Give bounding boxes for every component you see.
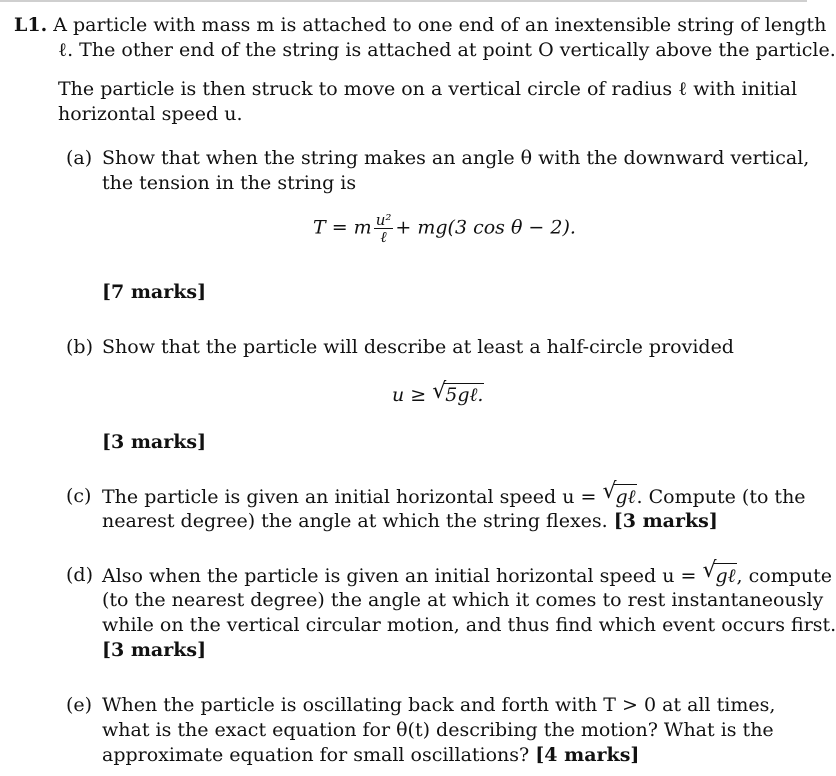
tension-eq-fraction [374,212,394,245]
tension-eq-lhs: T = m [313,216,372,239]
speed-eq-sqrt: √ 5gℓ. [432,379,484,406]
part-a-marks: [7 marks] [102,281,207,303]
part-b-label: (b) [66,336,93,358]
tension-equation [313,212,576,245]
problem-intro-text-2: ℓ. The other end of the string is attached at point O vertically above the particle. [58,39,836,61]
part-c-text-line-1 [102,479,806,509]
part-e-label: (e) [66,694,93,716]
problem-intro2-line-1 [58,77,797,101]
part-a-label: (a) [66,147,93,169]
problem-intro-text-1: A particle with mass m is attached to one end of an inextensible string of length [53,14,827,36]
part-c-marks: [3 marks] [613,510,718,532]
problem-intro-line-2 [58,38,836,62]
part-d-radicand: gℓ [715,565,736,587]
top-border [0,0,807,2]
speed-eq-lhs: u ≥ [392,384,427,406]
part-e-text-3: approximate equation for small oscillations? [102,744,530,766]
part-e-text-line-1 [102,693,775,717]
part-a-text-2: the tension in the string is [102,172,357,194]
part-c-text-1a: The particle is given an initial horizontal speed u = [102,486,597,508]
part-b-text-line-1 [102,335,734,359]
speed-eq-radicand: 5gℓ. [445,384,484,406]
part-c-text-2: nearest degree) the angle at which the string flexes. [102,510,608,532]
part-d-text-1a: Also when the particle is given an initial horizontal speed u = [102,565,697,587]
part-b-marks: [3 marks] [102,431,207,453]
part-a-text-line-2 [102,171,356,195]
part-a-text-1: Show that when the string makes an angle θ with the downward vertical, [102,147,810,169]
tension-eq-numerator: u² [375,211,392,229]
part-c-text-1b: . Compute (to the [636,486,806,508]
part-c-radicand: gℓ [615,486,636,508]
part-e-text-1: When the particle is oscillating back and forth with T > 0 at all times, [102,694,776,716]
part-d-label: (d) [66,564,93,586]
problem-intro-line-1 [14,13,826,37]
part-c-label: (c) [66,485,92,507]
problem-number: L1. [14,14,48,36]
part-e-marks: [4 marks] [535,744,640,766]
problem-intro2-line-2 [58,102,242,126]
part-e-text-line-3 [102,743,639,767]
part-e-text-line-2 [102,718,774,742]
part-d-marks: [3 marks] [102,639,207,661]
part-d-text-line-2 [102,588,823,612]
part-d-text-1b: , compute [736,565,832,587]
speed-condition-equation [392,379,484,407]
part-a-text-line-1 [102,146,809,170]
problem-intro2-text-1: The particle is then struck to move on a vertical circle of radius ℓ with initial [58,78,798,100]
part-c-sqrt: √ gℓ [602,479,636,508]
tension-eq-rhs: + mg(3 cos θ − 2). [395,216,576,239]
part-d-text-line-3 [102,613,836,637]
problem-intro2-text-2: horizontal speed u. [58,103,243,125]
part-d-sqrt: √ gℓ [702,558,736,587]
part-c-text-line-2 [102,509,718,533]
part-e-text-2: what is the exact equation for θ(t) describing the motion? What is the [102,719,774,741]
tension-eq-denominator: ℓ [380,228,387,246]
part-d-text-3: while on the vertical circular motion, and thus find which event occurs first. [102,614,836,636]
part-b-text-1: Show that the particle will describe at least a half-circle provided [102,336,734,358]
part-d-text-2: (to the nearest degree) the angle at which it comes to rest instantaneously [102,589,824,611]
part-d-text-line-1 [102,558,832,588]
